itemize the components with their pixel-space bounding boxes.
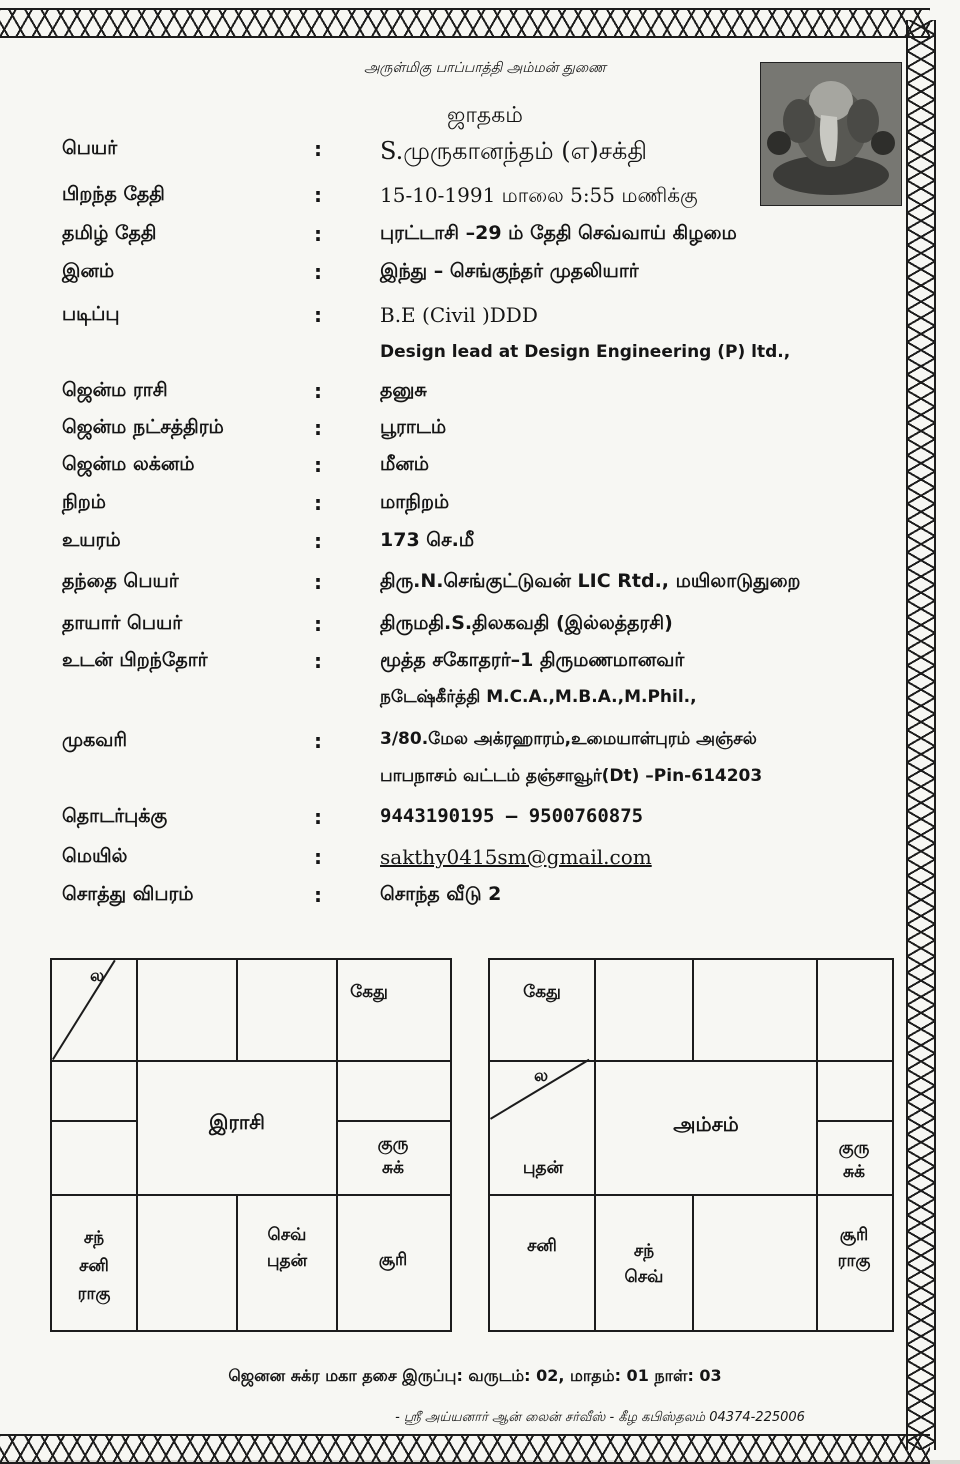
field-value: S.முருகானந்தம் (எ)சக்தி [380, 137, 647, 165]
amsam-house-12: சனி [527, 1236, 557, 1256]
field-value: புரட்டாசி –29 ம் தேதி செவ்வாய் கிழமை [380, 222, 737, 244]
field-colon: : [314, 845, 322, 869]
field-value: திரு.N.செங்குட்டுவன் LIC Rtd., மயிலாடுதுறை [380, 570, 801, 592]
field-value: 9443190195 – 9500760875 [380, 805, 644, 827]
field-row-email [62, 845, 852, 879]
field-row-tamil-date [62, 222, 852, 256]
rasi-house-12: சந் சனி ராகு [77, 1228, 111, 1304]
field-colon: : [314, 137, 322, 161]
field-row-community [62, 260, 852, 294]
field-colon: : [314, 729, 322, 753]
field-row-lagna [62, 453, 852, 487]
field-row-star [62, 416, 852, 450]
amsam-house-11: சந் செவ் [624, 1241, 664, 1287]
field-row-father [62, 570, 852, 604]
field-value: மூத்த சகோதரர்–1 திருமணமானவர் [380, 649, 685, 671]
blessing-line: அருள்மிகு பாப்பாத்தி அம்மன் துணை [364, 60, 606, 76]
decorative-border-right [906, 20, 936, 1450]
field-row-birth-date [62, 183, 852, 217]
field-value-continued: பாபநாசம் வட்டம் தஞ்சாவூர்(Dt) –Pin-614203 [380, 766, 763, 786]
field-row-siblings-line2 [62, 687, 852, 721]
field-colon: : [314, 570, 322, 594]
field-label: தமிழ் தேதி [62, 222, 157, 244]
field-label: படிப்பு [62, 303, 120, 325]
field-colon: : [314, 883, 322, 907]
field-value: B.E (Civil )DDD [380, 303, 538, 327]
rasi-center-label: இராசி [209, 1110, 265, 1134]
field-colon: : [314, 260, 322, 284]
field-label: தந்தை பெயர் [62, 570, 179, 592]
field-label: உடன் பிறந்தோர் [62, 649, 208, 671]
field-row-rasi [62, 379, 852, 413]
amsam-house-5: புதன் [522, 1158, 564, 1178]
field-label: ஜென்ம நட்சத்திரம் [62, 416, 224, 438]
amsam-house-1: கேது [523, 982, 561, 1002]
field-row-height [62, 529, 852, 563]
field-row-contact [62, 805, 852, 839]
decorative-border-top [0, 8, 930, 38]
field-label: மெயில் [62, 845, 128, 867]
field-row-education [62, 303, 852, 337]
rasi-chart [50, 958, 452, 1332]
field-colon: : [314, 649, 322, 673]
field-label: ஜென்ம ராசி [62, 379, 168, 401]
field-value: 3/80.மேல அக்ரஹாரம்,உமையாள்புரம் அஞ்சல் [380, 729, 757, 749]
field-row-siblings [62, 649, 852, 683]
field-colon: : [314, 416, 322, 440]
field-label: நிறம் [62, 491, 106, 513]
field-row-property [62, 883, 852, 917]
lagna-mark: ல [533, 1066, 549, 1086]
field-value: 15-10-1991 மாலை 5:55 மணிக்கு [380, 183, 698, 207]
rasi-house-4: கேது [350, 982, 388, 1002]
amsam-chart [488, 958, 894, 1332]
field-value-continued: நடேஷ்கீர்த்தி M.C.A.,M.B.A.,M.Phil., [380, 687, 697, 707]
field-value: மாநிறம் [380, 491, 450, 513]
field-colon: : [314, 612, 322, 636]
rasi-house-8: குரு சுக் [377, 1134, 409, 1178]
field-value: மீனம் [380, 453, 430, 475]
amsam-house-8: குரு சுக் [838, 1138, 870, 1182]
field-row-mother [62, 612, 852, 646]
field-label: முகவரி [62, 729, 128, 751]
field-row-address-line2 [62, 766, 852, 800]
amsam-center-label: அம்சம் [673, 1112, 739, 1136]
rasi-house-9: சூரி [378, 1250, 408, 1270]
field-row-address [62, 729, 852, 763]
field-label: தாயார் பெயர் [62, 612, 183, 634]
field-value-continued: Design lead at Design Engineering (P) ltd., [380, 342, 791, 362]
field-row-complexion [62, 491, 852, 525]
field-colon: : [314, 222, 322, 246]
field-row-education-line2 [62, 342, 852, 376]
footer-credit: - ஸ்ரீ அய்யனார் ஆன் லைன் சர்வீஸ் - கீழ கபிஸ்தலம் 04374-225006 [395, 1410, 805, 1425]
email-link[interactable]: sakthy0415sm@gmail.com [380, 845, 652, 869]
field-colon: : [314, 805, 322, 829]
field-label: இனம் [62, 260, 115, 282]
field-label: உயரம் [62, 529, 121, 551]
field-label: பிறந்த தேதி [62, 183, 165, 205]
rasi-house-10: செவ் புதன் [266, 1225, 308, 1271]
field-colon: : [314, 453, 322, 477]
document-title: ஜாதகம் [447, 103, 523, 128]
field-label: ஜென்ம லக்னம் [62, 453, 195, 475]
field-colon: : [314, 529, 322, 553]
field-value: தனுசு [380, 379, 427, 401]
field-row-name [62, 137, 852, 171]
dasa-balance: ஜெனன சுக்ர மகா தசை இருப்பு: வருடம்: 02, மாதம்: 01 நாள்: 03 [228, 1366, 722, 1385]
field-value: சொந்த வீடு 2 [380, 883, 502, 905]
field-label: சொத்து விபரம் [62, 883, 194, 905]
field-value: 173 செ.மீ [380, 529, 475, 551]
field-label: தொடர்புக்கு [62, 805, 168, 827]
field-label: பெயர் [62, 137, 118, 159]
lagna-mark: ல [89, 966, 105, 986]
field-value: பூராடம் [380, 416, 447, 438]
field-colon: : [314, 183, 322, 207]
field-colon: : [314, 379, 322, 403]
field-value: இந்து – செங்குந்தர் முதலியார் [380, 260, 639, 282]
field-colon: : [314, 303, 322, 327]
field-colon: : [314, 491, 322, 515]
amsam-house-9: சூரி ராகு [837, 1225, 871, 1271]
field-value: திருமதி.S.திலகவதி (இல்லத்தரசி) [380, 612, 673, 634]
